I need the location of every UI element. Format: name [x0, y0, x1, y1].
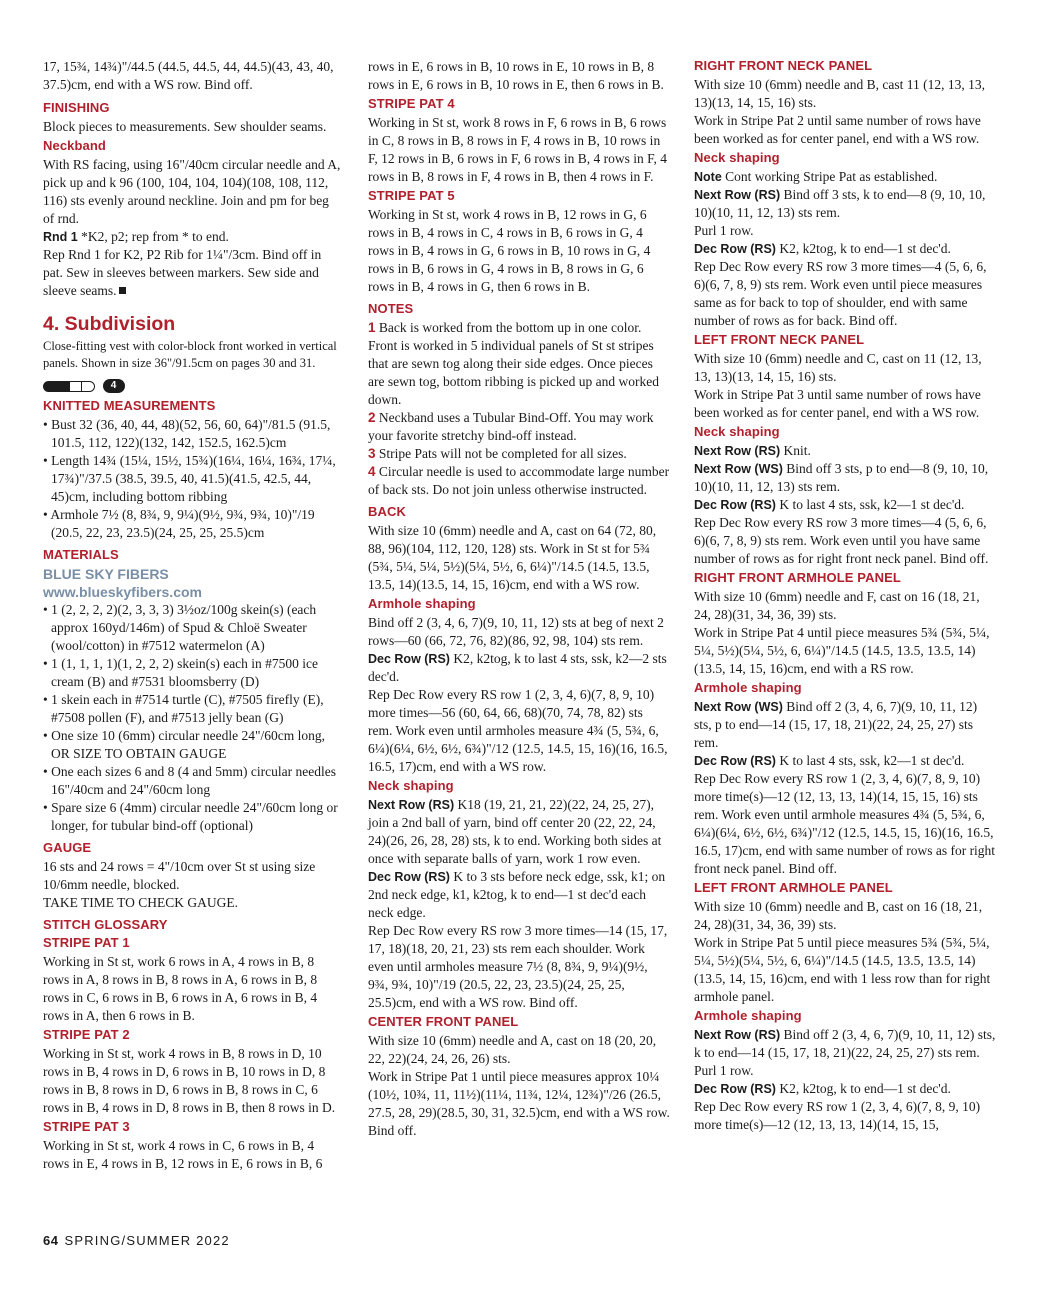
stripe-pat-4-text: Working in St st, work 8 rows in F, 6 rows in B, 6 rows in C, 8 rows in B, 8 rows in F, 4 rows in B, 10 rows in F, 12 rows in B, 6 rows in F, 6 rows in B, 4 rows in F, 4 rows in B, 8 rows in F, 4 rows in B, then 4 rows in F.	[368, 115, 668, 184]
rfnp-rep: Rep Dec Row every RS row 3 more times—4 (5, 6, 6, 6)(6, 7, 8, 9) sts rem. Work even until piece measures same as for back to top of shoulder, end with same number of rows as for back. Bind off.	[694, 259, 987, 328]
brand-url[interactable]: www.blueskyfibers.com	[43, 584, 202, 600]
note-item	[368, 463, 670, 499]
column-1	[43, 58, 343, 1173]
center-front-cast-on: With size 10 (6mm) needle and A, cast on 18 (20, 20, 22, 22)(24, 24, 26, 26) sts.	[368, 1033, 657, 1066]
stitch-glossary-heading: STITCH GLOSSARY	[43, 917, 168, 932]
rfap-cast-on: With size 10 (6mm) needle and F, cast on 16 (18, 21, 24, 28)(31, 34, 36, 39) sts.	[694, 589, 980, 622]
lfnp-next-row-ws	[694, 460, 996, 496]
page-footer	[43, 1233, 230, 1248]
material-item: • 1 (1, 1, 1, 1)(1, 2, 2, 2) skein(s) each in #7500 ice cream (B) and #7531 bloomsberry (D)	[43, 656, 319, 689]
back-armhole-rep: Rep Dec Row every RS row 1 (2, 3, 4, 6)(7, 8, 9, 10) more times—56 (60, 64, 66, 68)(70, 74, 78, 82) sts rem. Work even until armholes measure 4¾ (5, 5¾, 6, 6¼)(6¼, 6½, 6½, 6¾)"/12 (12.5, 14.5, 15, 16)(16, 16.5, 16.5, 17)cm, end with a WS row.	[368, 687, 668, 774]
material-item: • One size 10 (6mm) circular needle 24"/60cm long, OR SIZE TO OBTAIN GAUGE	[43, 728, 326, 761]
row-text: Bind off 3 sts, p to end—8 (9, 10, 10, 10)(10, 11, 12, 13) sts rem.	[694, 461, 989, 494]
back-text: With size 10 (6mm) needle and A, cast on 64 (72, 80, 88, 96)(104, 112, 120, 128) sts. Work in St st for 5¾ (5¾, 5¼, 5¼, 5½)(5¼, 5½, 6, 6¼)"/14.5 (14.5, 13.5, 13.5, 14)(13.5, 14, 15, 16)cm, end with a WS row.	[368, 523, 657, 592]
lfnp-next-row-rs	[694, 442, 996, 460]
column-2	[368, 58, 670, 1140]
gauge-heading: GAUGE	[43, 840, 92, 855]
rfnp-cast-on: With size 10 (6mm) needle and B, cast 11 (12, 13, 13, 13)(13, 14, 15, 16) sts.	[694, 77, 986, 110]
back-dec-row	[368, 650, 670, 686]
stripe-pat-4-heading: STRIPE PAT 4	[368, 96, 455, 111]
continued-text: 17, 15¾, 14¾)"/44.5 (44.5, 44.5, 44, 44.5)(43, 43, 40, 37.5)cm, end with a WS row. Bind off.	[43, 59, 334, 92]
measurement-item: • Length 14¾ (15¼, 15½, 15¾)(16¼, 16¼, 16¾, 17¼, 17¾)"/37.5 (38.5, 39.5, 40, 41.5)(41.5, 42.5, 44, 45)cm, including bottom ribbing	[43, 453, 336, 504]
rfnp-neck-heading: Neck shaping	[694, 150, 780, 165]
note-number: 4	[368, 464, 376, 479]
end-square-icon	[119, 287, 126, 294]
row-label: Dec Row (RS)	[368, 870, 450, 884]
lfnp-work: Work in Stripe Pat 3 until same number of rows have been worked as for center panel, end with a WS row.	[694, 387, 981, 420]
gauge-text: 16 sts and 24 rows = 4"/10cm over St st using size 10/6mm needle, blocked.	[43, 859, 316, 892]
yarn-brand: BLUE SKY FIBERS	[43, 566, 169, 582]
center-front-panel-heading: CENTER FRONT PANEL	[368, 1014, 519, 1029]
rfnp-dec-row	[694, 240, 996, 258]
note-number: 1	[368, 320, 376, 335]
lfnp-rep: Rep Dec Row every RS row 3 more times—4 (5, 6, 6, 6)(6, 7, 8, 9) sts rem. Work even until you have same number of rows as for right front neck panel. Bind off.	[694, 515, 989, 566]
row-text: K2, k2tog, k to end—1 st dec'd.	[775, 1081, 951, 1096]
row-text: K2, k2tog, k to last 4 sts, ssk, k2—2 sts dec'd.	[368, 651, 667, 684]
row-text: K to last 4 sts, ssk, k2—1 st dec'd.	[775, 497, 965, 512]
lfap-dec-row	[694, 1080, 996, 1098]
skill-level-badge: 4	[103, 379, 125, 393]
note-number: 2	[368, 410, 376, 425]
column-3	[694, 58, 996, 1134]
back-neck-next-row	[368, 796, 670, 868]
knitted-measurements-heading: KNITTED MEASUREMENTS	[43, 398, 216, 413]
stripe-pat-5-heading: STRIPE PAT 5	[368, 188, 455, 203]
finishing-text: Block pieces to measurements. Sew shoulder seams.	[43, 119, 327, 134]
right-front-armhole-heading: RIGHT FRONT ARMHOLE PANEL	[694, 570, 901, 585]
row-label: Next Row (RS)	[694, 188, 781, 202]
note-item	[368, 409, 670, 445]
rep-rnd-body: Rep Rnd 1 for K2, P2 Rib for 1¼"/3cm. Bind off in pat. Sew in sleeves between markers. Sew side and sleeve seams.	[43, 247, 322, 298]
rnd1-label: Rnd 1	[43, 230, 78, 244]
row-text: K2, k2tog, k to end—1 st dec'd.	[775, 241, 951, 256]
lfnp-dec-row	[694, 496, 996, 514]
neckband-text: With RS facing, using 16"/40cm circular needle and A, pick up and k 96 (100, 104, 104, 104)(108, 108, 112, 116) sts evenly around neckline. Join and pm for beg of rnd.	[43, 157, 341, 226]
rfap-next-row	[694, 698, 996, 752]
lfap-cast-on: With size 10 (6mm) needle and B, cast on 16 (18, 21, 24, 28)(31, 34, 36, 39) sts.	[694, 899, 983, 932]
stripe-pat-1-heading: STRIPE PAT 1	[43, 935, 130, 950]
note-number: 3	[368, 446, 376, 461]
pattern-title: 4. Subdivision	[43, 313, 176, 335]
row-label: Dec Row (RS)	[694, 242, 776, 256]
notes-heading: NOTES	[368, 301, 414, 316]
measurement-item: • Armhole 7½ (8, 8¾, 9, 9¼)(9½, 9¾, 9¾, 10)"/19 (20.5, 22, 23, 23.5)(24, 25, 25, 25.5)cm	[43, 507, 315, 540]
lfap-work: Work in Stripe Pat 5 until piece measures 5¾ (5¾, 5¼, 5¼, 5½)(5¼, 5½, 6, 6¼)"/14.5 (14.5, 13.5, 13.5, 14)(13.5, 14, 15, 16)cm, end with 1 less row than for right armhole panel.	[694, 935, 991, 1004]
row-text: Bind off 2 (3, 4, 6, 7)(9, 10, 11, 12) sts, k to end—14 (15, 17, 18, 21)(22, 24, 25, 27) sts rem.	[694, 1027, 996, 1060]
note-item	[368, 319, 670, 409]
note-text: Back is worked from the bottom up in one color. Front is worked in 5 individual panels of St st stripes that are sewn tog along their side edges. Once pieces are sewn tog, bottom ribbing is picked up and worked down.	[368, 320, 659, 407]
row-text: Cont working Stripe Pat as established.	[721, 169, 938, 184]
lfap-next-row	[694, 1026, 996, 1062]
back-armhole-text: Bind off 2 (3, 4, 6, 7)(9, 10, 11, 12) sts at beg of next 2 rows—60 (66, 72, 76, 82)(86, 92, 98, 104) sts rem.	[368, 615, 664, 648]
issue-label: SPRING/SUMMER 2022	[64, 1233, 230, 1248]
rfap-armhole-heading: Armhole shaping	[694, 680, 802, 695]
row-label: Note	[694, 170, 722, 184]
finishing-heading: FINISHING	[43, 100, 110, 115]
lfap-rep: Rep Dec Row every RS row 1 (2, 3, 4, 6)(7, 8, 9, 10) more time(s)—12 (12, 13, 13, 14)(14, 15, 15,	[694, 1099, 981, 1132]
rfnp-purl: Purl 1 row.	[694, 223, 754, 238]
material-item: • One each sizes 6 and 8 (4 and 5mm) circular needles 16"/40cm and 24"/60cm long	[43, 764, 336, 797]
materials-heading: MATERIALS	[43, 547, 119, 562]
note-text: Circular needle is used to accommodate large number of back sts. Do not join unless otherwise instructed.	[368, 464, 670, 497]
back-neck-dec-row	[368, 868, 670, 922]
row-label: Next Row (WS)	[694, 700, 783, 714]
page-number: 64	[43, 1233, 59, 1248]
row-text: K to last 4 sts, ssk, k2—1 st dec'd.	[775, 753, 965, 768]
note-text: Neckband uses a Tubular Bind-Off. You may work your favorite stretchy bind-off instead.	[368, 410, 654, 443]
center-front-work: Work in Stripe Pat 1 until piece measures approx 10¼ (10½, 10¾, 11, 11½)(11¼, 11¾, 12¼, 12¾)"/26 (26.5, 27.5, 28, 29)(28.5, 30, 31, 32.5)cm, end with a WS row. Bind off.	[368, 1069, 670, 1138]
stripe-pat-3-continued: rows in E, 6 rows in B, 10 rows in E, 10 rows in B, 8 rows in E, 6 rows in B, 10 rows in E, then 6 rows in B.	[368, 59, 664, 92]
material-item: • 1 skein each in #7514 turtle (C), #7505 firefly (E), #7508 pollen (F), and #7513 jelly bean (G)	[43, 692, 324, 725]
row-text: K to 3 sts before neck edge, ssk, k1; on 2nd neck edge, k1, k2tog, k to end—1 st dec'd each neck edge.	[368, 869, 666, 920]
rnd1-instruction	[43, 228, 343, 246]
rfap-dec-row	[694, 752, 996, 770]
row-label: Next Row (RS)	[694, 444, 781, 458]
row-label: Dec Row (RS)	[368, 652, 450, 666]
row-text: Knit.	[780, 443, 811, 458]
pattern-description: Close-fitting vest with color-block front worked in vertical panels. Shown in size 36"/91.5cm on pages 30 and 31.	[43, 339, 337, 370]
neckband-heading: Neckband	[43, 138, 106, 153]
back-armhole-heading: Armhole shaping	[368, 596, 476, 611]
row-label: Next Row (RS)	[368, 798, 455, 812]
row-label: Dec Row (RS)	[694, 754, 776, 768]
note-item	[368, 445, 670, 463]
stripe-pat-2-heading: STRIPE PAT 2	[43, 1027, 130, 1042]
left-front-neck-heading: LEFT FRONT NECK PANEL	[694, 332, 865, 347]
rfnp-next-row	[694, 186, 996, 222]
rnd1-text: *K2, p2; rep from * to end.	[77, 229, 229, 244]
rfap-work: Work in Stripe Pat 4 until piece measures 5¾ (5¾, 5¼, 5¼, 5½)(5¼, 5½, 6, 6¼)"/14.5 (14.5, 13.5, 13.5, 14)(13.5, 14, 15, 16)cm, end with a RS row.	[694, 625, 990, 676]
note-text: Stripe Pats will not be completed for all sizes.	[375, 446, 627, 461]
stripe-pat-3-text: Working in St st, work 4 rows in C, 6 rows in B, 4 rows in E, 4 rows in B, 12 rows in E, 6 rows in B, 6	[43, 1138, 323, 1171]
row-label: Dec Row (RS)	[694, 498, 776, 512]
row-text: Bind off 2 (3, 4, 6, 7)(9, 10, 11, 12) sts, p to end—14 (15, 17, 18, 21)(22, 24, 25, 27) sts rem.	[694, 699, 978, 750]
stripe-pat-2-text: Working in St st, work 4 rows in B, 8 rows in D, 10 rows in B, 4 rows in D, 6 rows in B, 10 rows in D, 8 rows in B, 8 rows in D, 6 rows in B, 8 rows in C, 6 rows in B, 4 rows in D, 8 rows in B, then 8 rows in D.	[43, 1046, 336, 1115]
lfap-armhole-heading: Armhole shaping	[694, 1008, 802, 1023]
back-neck-rep: Rep Dec Row every RS row 3 more times—14 (15, 17, 17, 18)(18, 20, 21, 23) sts rem each shoulder. Work even until armholes measure 7½ (8, 8¾, 9, 9¼)(9½, 9¾, 9¾, 10)"/19 (20.5, 22, 23, 23.5)(24, 25, 25, 25.5)cm, end with a WS row. Bind off.	[368, 923, 668, 1010]
row-text: Bind off 3 sts, k to end—8 (9, 10, 10, 10)(10, 11, 12, 13) sts rem.	[694, 187, 986, 220]
skill-pill-icon	[68, 381, 82, 392]
lfnp-cast-on: With size 10 (6mm) needle and C, cast on 11 (12, 13, 13, 13)(13, 14, 15, 16) sts.	[694, 351, 982, 384]
material-item: • Spare size 6 (4mm) circular needle 24"/60cm long or longer, for tubular bind-off (optional)	[43, 800, 338, 833]
skill-pill-icon	[81, 381, 95, 392]
left-front-armhole-heading: LEFT FRONT ARMHOLE PANEL	[694, 880, 893, 895]
right-front-neck-heading: RIGHT FRONT NECK PANEL	[694, 58, 873, 73]
measurement-item: • Bust 32 (36, 40, 44, 48)(52, 56, 60, 64)"/81.5 (91.5, 101.5, 112, 122)(132, 142, 152.5, 162.5)cm	[43, 417, 331, 450]
stripe-pat-5-text: Working in St st, work 4 rows in B, 12 rows in G, 6 rows in B, 4 rows in C, 4 rows in B, 6 rows in G, 4 rows in B, 4 rows in G, 6 rows in B, 10 rows in G, 4 rows in B, 6 rows in G, 4 rows in B, 8 rows in G, 6 rows in B, 4 rows in G, then 6 rows in B.	[368, 207, 651, 294]
skill-level-indicator	[43, 378, 343, 394]
stripe-pat-3-heading: STRIPE PAT 3	[43, 1119, 130, 1134]
rfap-rep: Rep Dec Row every RS row 1 (2, 3, 4, 6)(7, 8, 9, 10) more time(s)—12 (12, 13, 13, 14)(14, 15, 15, 16) sts rem. Work even until armhole measures 4¾ (5, 5¾, 6, 6¼)(6¼, 6½, 6½, 6¾)"/12 (12.5, 14.5, 15, 16)(16, 16.5, 16.5, 17)cm, end with same number of rows as for right front neck panel. Bind off.	[694, 771, 996, 876]
material-item: • 1 (2, 2, 2, 2)(2, 3, 3, 3) 3½oz/100g skein(s) (each approx 160yd/146m) of Spud & Chloë Sweater (wool/cotton) in #7512 watermelon (A)	[43, 602, 317, 653]
rfnp-note	[694, 168, 996, 186]
row-label: Next Row (WS)	[694, 462, 783, 476]
back-neck-heading: Neck shaping	[368, 778, 454, 793]
stripe-pat-1-text: Working in St st, work 6 rows in A, 4 rows in B, 8 rows in A, 8 rows in B, 8 rows in A, 6 rows in B, 8 rows in C, 6 rows in B, 6 rows in A, 6 rows in B, 4 rows in A, then 6 rows in B.	[43, 954, 318, 1023]
back-heading: BACK	[368, 504, 406, 519]
rep-rnd-text	[43, 246, 343, 300]
row-label: Next Row (RS)	[694, 1028, 781, 1042]
gauge-check: TAKE TIME TO CHECK GAUGE.	[43, 895, 239, 910]
row-text: K18 (19, 21, 21, 22)(22, 24, 25, 27), join a 2nd ball of yarn, bind off center 20 (22, 22, 24, 24)(26, 26, 28, 28) sts, k to end. Working both sides at once with separate balls of yarn, work 1 row even.	[368, 797, 662, 866]
lfnp-neck-heading: Neck shaping	[694, 424, 780, 439]
lfap-purl: Purl 1 row.	[694, 1063, 754, 1078]
row-label: Dec Row (RS)	[694, 1082, 776, 1096]
rfnp-work: Work in Stripe Pat 2 until same number of rows have been worked as for center panel, end with a WS row.	[694, 113, 981, 146]
